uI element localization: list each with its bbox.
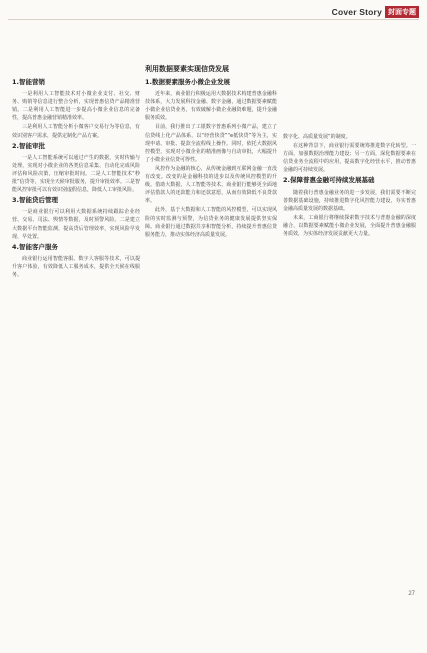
section-label-en: Cover Story [331, 7, 382, 17]
page-header [332, 6, 419, 18]
paragraph: 近年来，商业银行积极运用大数据技术构建普惠金融科技体系，大力发展科技金融、数字金融，通过数据要素赋能小微企业信贷业务，有效破解小微企业融资难题，提升金融服务质效。 [145, 91, 277, 122]
paragraph: 目前，我行推出了工银数字普惠系列小微产品，建立了信贷线上化产品体系，以“经营快贷”“e抵快贷”等为主，实现申请、审批、提款全流程线上操作。同时，依托大数据风控模型，实现对小微企业的精准画像与自动审批，大幅提升了小微企业信贷可得性。 [145, 124, 277, 163]
paragraph: 风控作为金融的核心，从传统金融到互联网金融一直没有改变。改变的是金融科技的进步以及传统风控模型的升级。借助大数据、人工智能等技术，商业银行能够更全面地评估借款人的还款能力和还款意愿，从而有效降低不良贷款率。 [145, 165, 277, 205]
paragraph: 此外，基于大数据和人工智能的风控模型，可以实现风险的实时监测与预警，为信贷业务的健康发展提供坚实保障。商业银行通过数据共享和智能分析，持续提升普惠信贷服务能力，推动实体经济高质量发展。 [145, 207, 277, 238]
heading-smart-marketing: 1.智能营销 [12, 78, 45, 86]
article-title: 利用数据要素实现信贷发展 [145, 65, 229, 73]
section-badge: 封面专题 [385, 6, 419, 18]
paragraph: 三是利用人工智能分析小微客户交易行为等信息，有效识别客户需求，提供定制化产品方案。 [12, 124, 140, 139]
paragraph: 一是利用人工智能技术对小微企业支付、社交、财务、购销等信息进行整合分析，实现普惠信贷产品精准营销。二是利用人工智能进一步提高小微企业信息的完备性，提高普惠金融营销精准效率。 [12, 91, 140, 122]
header-rule [8, 19, 419, 20]
paragraph: 一是商业银行可以利用大数据系统持续跟踪企业经营、交易、司法、舆情等数据，及时预警风险。二是建立大数据平台智能监测，提高贷后管理效率，实现风险早发现、早处置。 [12, 209, 140, 240]
paragraph: 一是人工智能系统可以通过产生的数据，实时传输与处理，实现对小微企业的各类信息采集、自动化完成风险评估和风险决策，压缩审批时间。二是人工智能技术“秒批”信贷等，实现全天候审批服务，提升审批效率。三是智能风控审批可以有效识别虚假信息，降低人工审批风险。 [12, 154, 140, 194]
heading-smart-approval: 2.智能审批 [12, 141, 45, 150]
page-number: 27 [408, 591, 415, 597]
column-right [283, 133, 416, 653]
paragraph: 商业银行运用智能客服、数字人客服等技术，可以提升客户体验，有效降低人工服务成本，提供全天候在线服务。 [12, 255, 140, 278]
paragraph: 数字化、高质量发展”的制度。 [283, 134, 351, 140]
paragraph: 在这种背景下，商业银行需要统筹推进数字化转型。一方面，加强数据治理能力建设；另一方面，深化数据要素在信贷业务全流程中的应用，提高数字化经营水平，推动普惠金融的可持续发展。 [283, 143, 416, 174]
paragraph: 随着我行普惠金融业务的进一步发展，我们需要不断完善数据基础设施，持续推进数字化风控能力建设，夯实普惠金融高质量发展的数据基础。 [283, 189, 416, 212]
paragraph: 未来，工商银行将继续探索数字技术与普惠金融的深度融合，以数据要素赋能小微企业发展，全面提升普惠金融服务质效，为实体经济发展贡献更大力量。 [283, 214, 416, 238]
column-left [12, 76, 140, 596]
column-middle [145, 76, 277, 596]
heading-sustainable-base: 2.保障普惠金融可持续发展基础 [283, 176, 375, 185]
heading-customer-service: 4.智能客户服务 [12, 242, 58, 251]
heading-post-loan: 3.智能贷后管理 [12, 196, 58, 205]
heading-data-elements: 1.数据要素服务小微企业发展 [145, 78, 230, 86]
